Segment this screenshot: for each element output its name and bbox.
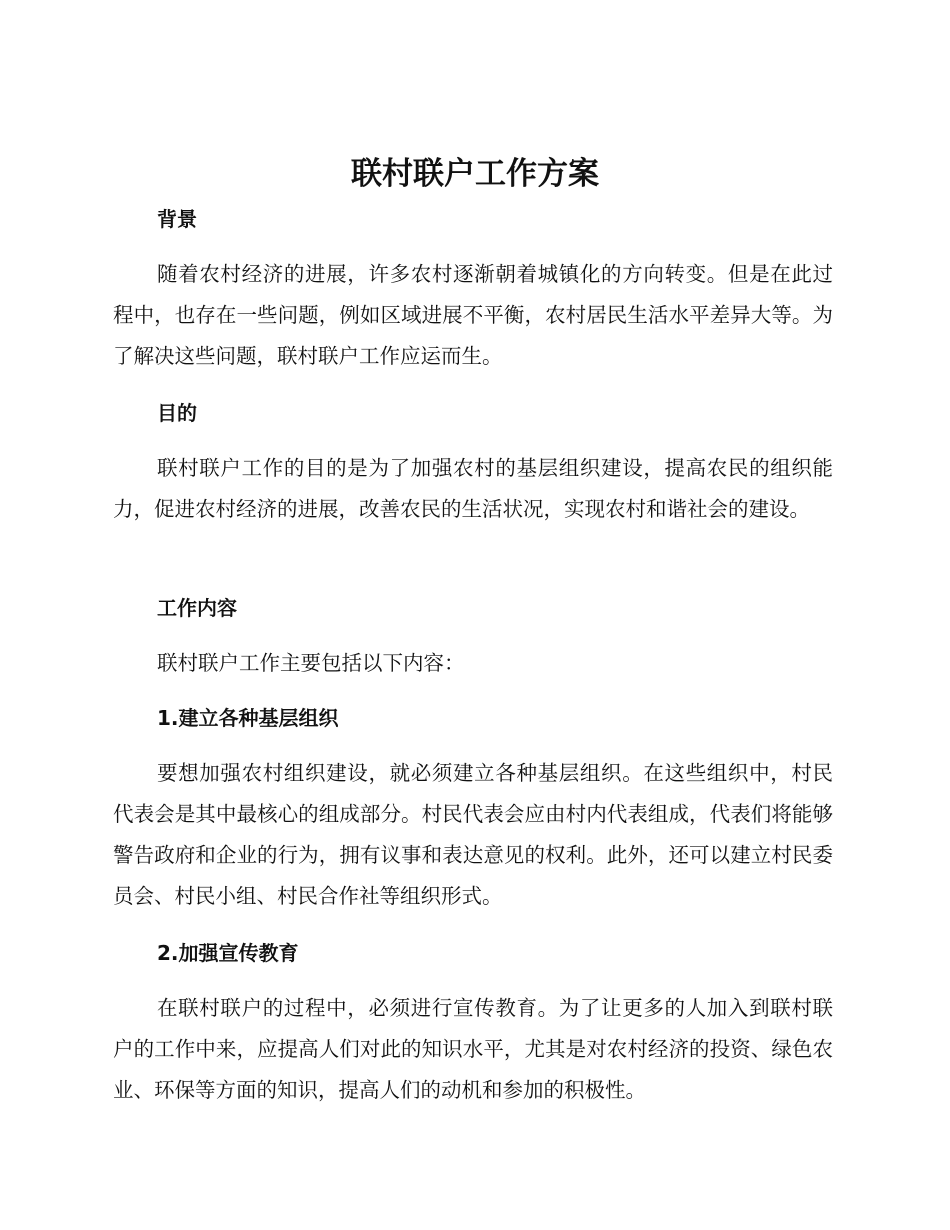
document-title: 联村联户工作方案 bbox=[351, 156, 599, 192]
section-heading-grassroots-organizations: 1.建立各种基层组织 bbox=[157, 706, 339, 730]
section-heading-background: 背景 bbox=[157, 207, 197, 231]
section-heading-publicity-education: 2.加强宣传教育 bbox=[157, 941, 299, 965]
section-heading-purpose: 目的 bbox=[157, 401, 197, 425]
section-body-purpose: 联村联户工作的目的是为了加强农村的基层组织建设，提高农民的组织能力，促进农村经济的进展，改善农民的生活状况，实现农村和谐社会的建设。 bbox=[113, 456, 833, 521]
section-body-background: 随着农村经济的进展，许多农村逐渐朝着城镇化的方向转变。但是在此过程中，也存在一些问题，例如区域进展不平衡，农村居民生活水平差异大等。为了解决这些问题，联村联户工作应运而生。 bbox=[113, 262, 833, 368]
section-body-work-content: 联村联户工作主要包括以下内容： bbox=[157, 651, 465, 675]
section-body-grassroots-organizations: 要想加强农村组织建设，就必须建立各种基层组织。在这些组织中，村民代表会是其中最核心的组成部分。村民代表会应由村内代表组成，代表们将能够警告政府和企业的行为，拥有议事和表达意见的权利。此外，还可以建立村民委员会、村民小组、村民合作社等组织形式。 bbox=[113, 761, 833, 908]
section-body-publicity-education: 在联村联户的过程中，必须进行宣传教育。为了让更多的人加入到联村联户的工作中来，应提高人们对此的知识水平，尤其是对农村经济的投资、绿色农业、环保等方面的知识，提高人们的动机和参加的积极性。 bbox=[113, 996, 833, 1102]
section-heading-work-content: 工作内容 bbox=[157, 596, 237, 620]
